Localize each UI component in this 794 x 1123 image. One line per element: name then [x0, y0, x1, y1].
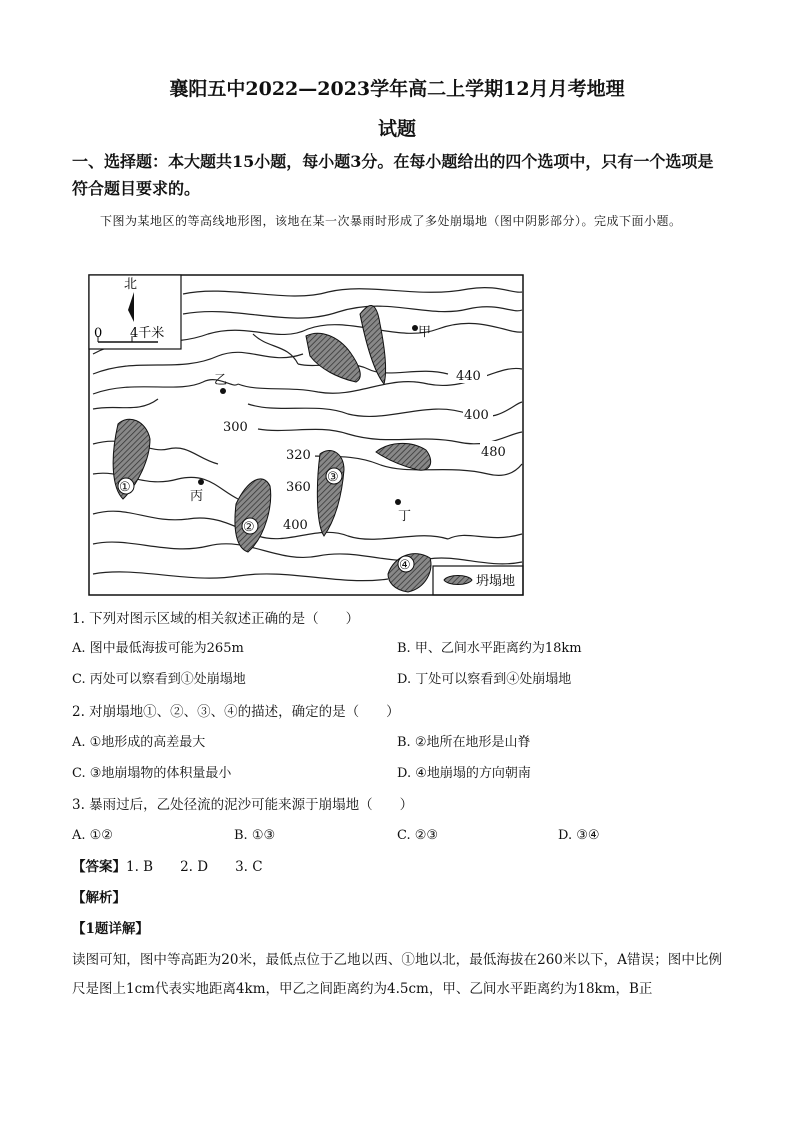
option-c: C. ③地崩塌物的体积量最小 [72, 766, 232, 781]
site-label: ③ [327, 470, 339, 485]
detail-label: 【1题详解】 [72, 921, 149, 937]
place-yi: 乙 [214, 373, 228, 388]
place-jia: 甲 [418, 325, 432, 340]
contour-label: 400 [464, 408, 489, 423]
option-a: A. 图中最低海拔可能为265m [72, 641, 244, 656]
contour-label: 440 [456, 369, 481, 384]
question-intro: 下图为某地区的等高线地形图，该地在某一次暴雨时形成了多处崩塌地（图中阴影部分）。完成下面小题。 [100, 214, 682, 228]
contour-label: 480 [481, 445, 506, 460]
analysis-text: 读图可知，图中等高距为20米，最低点位于乙地以西、①地以北，最低海拔在260米以下，A错误；图中比例尺是图上1cm代表实地距离4km，甲乙之间距离约为4.5cm，甲、乙间水平距离约为18km，B正 [72, 952, 722, 997]
contour-label: 320 [286, 448, 311, 463]
option-b: B. ①③ [234, 828, 276, 843]
question-stem: 1. 下列对图示区域的相关叙述正确的是（ ） [72, 611, 360, 627]
north-label: 北 [124, 277, 138, 292]
option-c: C. 丙处可以察看到①处崩塌地 [72, 672, 246, 687]
option-d: D. ③④ [558, 828, 600, 843]
answer-line [72, 858, 732, 876]
question-stem: 2. 对崩塌地①、②、③、④的描述，确定的是（ ） [72, 704, 400, 720]
document-title: 襄阳五中2022—2023学年高二上学期12月月考地理 [169, 78, 625, 100]
site-label: ④ [399, 558, 411, 573]
section-heading: 一、选择题：本大题共15小题，每小题3分。在每小题给出的四个选项中，只有一个选项是符合题目要求的。 [72, 152, 714, 198]
option-b: B. 甲、乙间水平距离约为18km [397, 641, 582, 656]
contour-label: 400 [283, 518, 308, 533]
place-bing: 丙 [190, 489, 204, 504]
option-c: C. ②③ [397, 828, 439, 843]
legend-swatch [444, 576, 472, 585]
legend-label: 坍塌地 [476, 574, 516, 589]
question-stem: 3. 暴雨过后，乙处径流的泥沙可能来源于崩塌地（ ） [72, 797, 414, 813]
analysis-label: 【解析】 [72, 890, 126, 906]
option-b: B. ②地所在地形是山脊 [397, 735, 531, 750]
site-label: ① [119, 480, 131, 495]
option-d: D. 丁处可以察看到④处崩塌地 [397, 672, 572, 687]
scale-zero: 0 [94, 326, 103, 341]
contour-label: 360 [286, 480, 311, 495]
document-subtitle: 试题 [377, 118, 416, 140]
contour-map [88, 274, 524, 596]
site-label: ② [243, 520, 255, 535]
option-a: A. ①地形成的高差最大 [72, 735, 206, 750]
answer-label: 【答案】 [72, 859, 126, 875]
contour-label: 300 [223, 420, 248, 435]
place-ding: 丁 [398, 509, 412, 524]
answer-text: 1. B 2. D 3. C [126, 859, 263, 875]
scale-label: 4千米 [130, 326, 165, 341]
option-d: D. ④地崩塌的方向朝南 [397, 766, 531, 781]
option-a: A. ①② [72, 828, 113, 843]
